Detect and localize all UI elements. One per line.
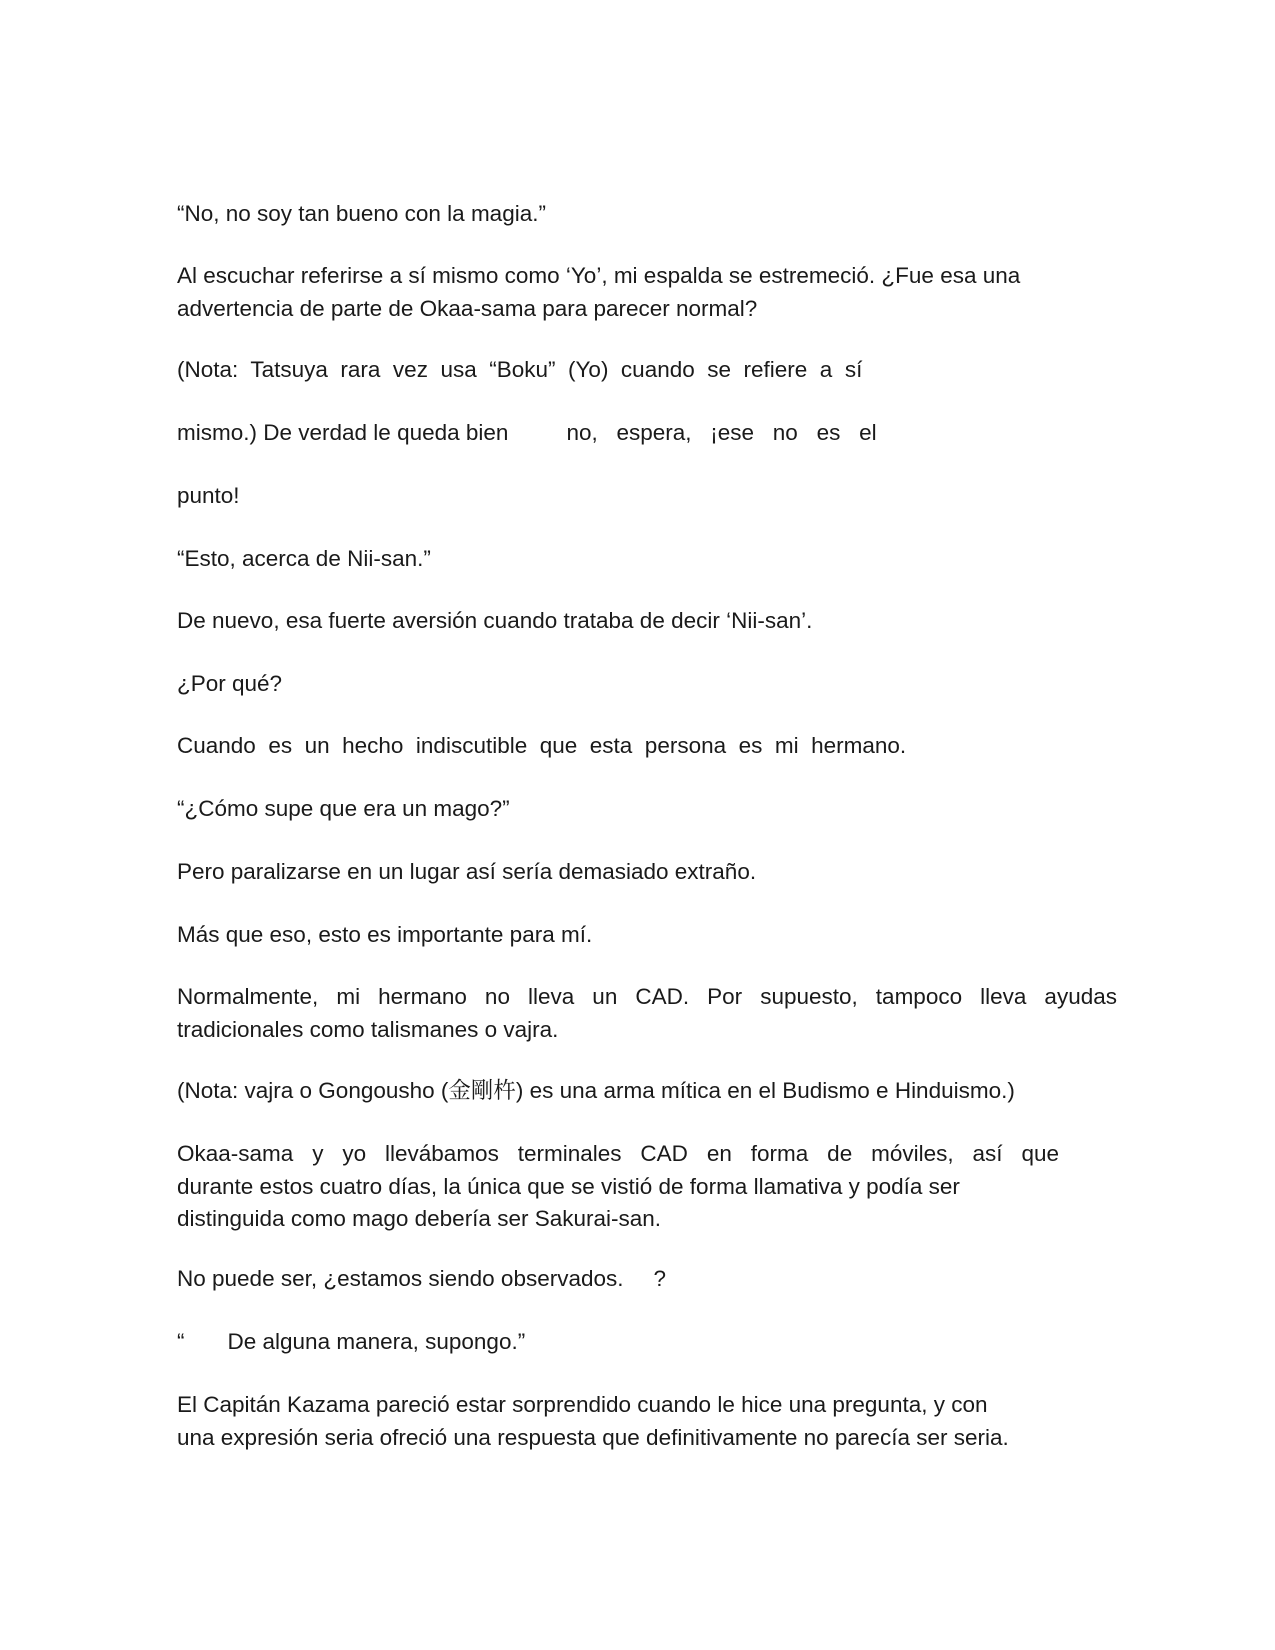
paragraph	[177, 981, 1117, 1046]
paragraph-line-segment: De alguna manera, supongo.”	[227, 1329, 526, 1354]
paragraph-line: punto!	[177, 483, 240, 508]
paragraph-line-segment: No puede ser, ¿estamos siendo observados.	[177, 1266, 624, 1291]
paragraph-line: (Nota: vajra o Gongousho (金剛杵) es una arma mítica en el Budismo e Hinduismo.)	[177, 1078, 1015, 1103]
paragraph-line	[177, 417, 877, 449]
paragraph-line: ¿Por qué?	[177, 671, 283, 696]
paragraph	[177, 1389, 1117, 1454]
paragraph-line: Más que eso, esto es importante para mí.	[177, 922, 593, 947]
paragraph-line: (Nota: Tatsuya rara vez usa “Boku” (Yo) cuando se refiere a sí	[177, 357, 863, 382]
paragraph-line: Al escuchar referirse a sí mismo como ‘Yo’, mi espalda se estremeció. ¿Fue esa una	[177, 263, 1021, 288]
paragraph-line: “Esto, acerca de Nii-san.”	[177, 546, 431, 571]
paragraph-line: “No, no soy tan bueno con la magia.”	[177, 201, 546, 226]
paragraph	[177, 1138, 1059, 1236]
paragraph-line-segment: ?	[653, 1266, 667, 1291]
paragraph-line: El Capitán Kazama pareció estar sorprendido cuando le hice una pregunta, y con	[177, 1392, 988, 1417]
paragraph-line: distinguida como mago debería ser Sakurai-san.	[177, 1206, 662, 1231]
paragraph-line: advertencia de parte de Okaa-sama para parecer normal?	[177, 295, 758, 321]
paragraph-line	[177, 1326, 525, 1358]
paragraph-line-segment: “	[177, 1329, 185, 1354]
paragraph-line	[177, 1263, 666, 1295]
paragraph	[177, 260, 1117, 325]
paragraph-line: Cuando es un hecho indiscutible que esta persona es mi hermano.	[177, 733, 907, 758]
paragraph-line: Okaa-sama y yo llevábamos terminales CAD en forma de móviles, así que	[177, 1141, 1059, 1166]
paragraph-line: Pero paralizarse en un lugar así sería demasiado extraño.	[177, 859, 757, 884]
paragraph-line: tradicionales como talismanes o vajra.	[177, 1016, 559, 1042]
paragraph-line: “¿Cómo supe que era un mago?”	[177, 796, 510, 821]
paragraph-line: De nuevo, esa fuerte aversión cuando trataba de decir ‘Nii-san’.	[177, 608, 813, 633]
paragraph-line-segment: mismo.) De verdad le queda bien	[177, 420, 509, 445]
paragraph-line-segment: no, espera, ¡ese no es el	[566, 420, 877, 445]
paragraph-line: Normalmente, mi hermano no lleva un CAD. Por supuesto, tampoco lleva ayudas	[177, 984, 1117, 1009]
paragraph-line: durante estos cuatro días, la única que se vistió de forma llamativa y podía ser	[177, 1173, 960, 1199]
paragraph-line: una expresión seria ofreció una respuesta que definitivamente no parecía ser seria.	[177, 1424, 1009, 1450]
